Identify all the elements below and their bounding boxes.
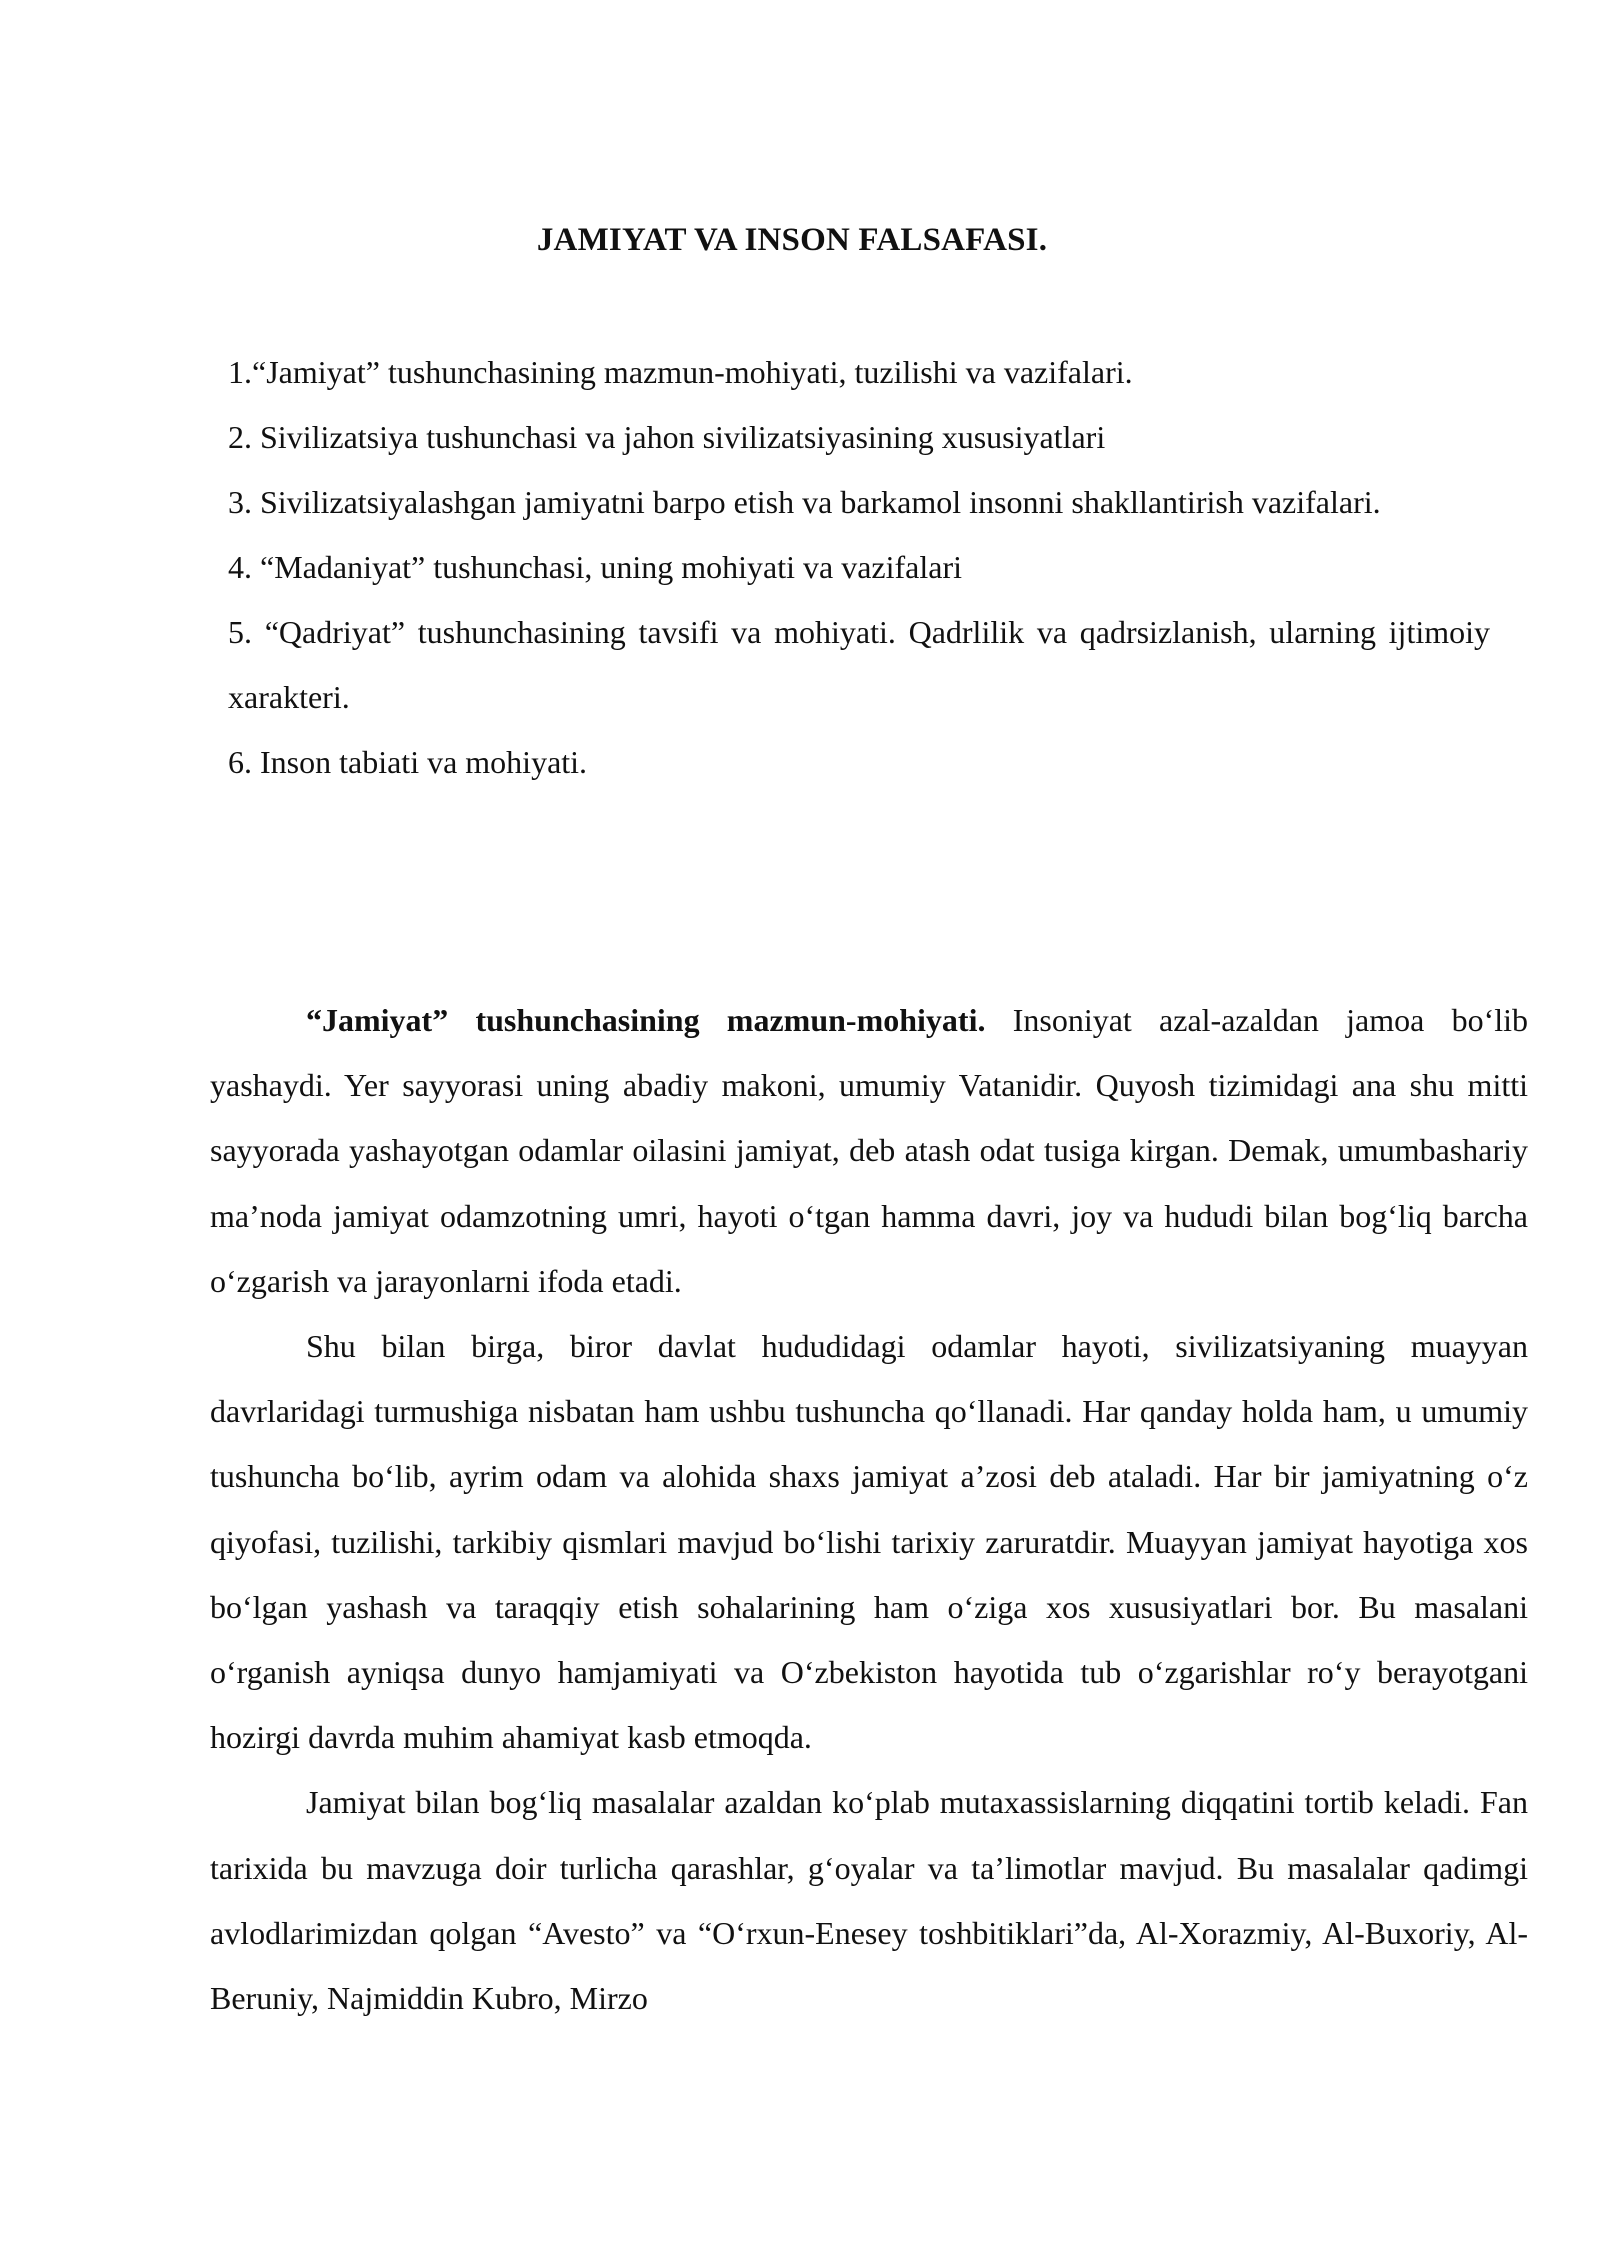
- section-heading-inline: “Jamiyat” tushunchasining mazmun-mohiyati.: [306, 1002, 986, 1038]
- outline-item-2: 2. Sivilizatsiya tushunchasi va jahon sivilizatsiyasining xususiyatlari: [228, 419, 1106, 455]
- paragraph-1-text: Insoniyat azal-azaldan jamoa boʻlib yashaydi. Yer sayyorasi uning abadiy makoni, umumiy Vatanidir. Quyosh tizimidagi ana shu mitti sayyorada yashayotgan odamlar oilasini jamiyat, deb atash odat tusiga kirgan. Demak, umumbashariy ma’noda jamiyat odamzotning umri, hayoti oʻtgan hamma davri, joy va hududi bilan bogʻliq barcha oʻzgarish va jarayonlarni ifoda etadi.: [210, 1002, 1529, 1299]
- body-paragraph-2: Shu bilan birga, biror davlat hududidagi odamlar hayoti, sivilizatsiyaning muayyan davrlaridagi turmushiga nisbatan ham ushbu tushuncha qoʻllanadi. Har qanday holda ham, u umumiy tushuncha boʻlib, ayrim odam va alohida shaxs jamiyat a’zosi deb ataladi. Har bir jamiyatning oʻz qiyofasi, tuzilishi, tarkibiy qismlari mavjud boʻlishi tarixiy zaruratdir. Muayyan jamiyat hayotiga xos boʻlgan yashash va taraqqiy etish sohalarining ham oʻziga xos xususiyatlari bor. Bu masalani oʻrganish ayniqsa dunyo hamjamiyati va Oʻzbekiston hayotida tub oʻzgarishlar roʻy berayotgani hozirgi davrda muhim ahamiyat kasb etmoqda.: [210, 1328, 1528, 1756]
- body-paragraph-3: Jamiyat bilan bogʻliq masalalar azaldan koʻplab mutaxassislarning diqqatini tortib keladi. Fan tarixida bu mavzuga doir turlicha qarashlar, gʻoyalar va ta’limotlar mavjud. Bu masalalar qadimgi avlodlarimizdan qolgan “Avesto” va “Oʻrxun-Enesey toshbitiklari”da, Al-Xorazmiy, Al-Buxoriy, Al-Beruniy, Najmiddin Kubro, Mirzo: [210, 1784, 1528, 2017]
- page-title: JAMIYAT VA INSON FALSAFASI.: [536, 222, 1048, 258]
- document-body: [210, 988, 1528, 2031]
- topic-outline-list: [228, 340, 1490, 795]
- body-paragraph-1: [210, 988, 1528, 1314]
- outline-item-4: 4. “Madaniyat” tushunchasi, uning mohiyati va vazifalari: [228, 549, 962, 585]
- outline-item-6: 6. Inson tabiati va mohiyati.: [228, 744, 588, 780]
- outline-item-1: 1.“Jamiyat” tushunchasining mazmun-mohiyati, tuzilishi va vazifalari.: [228, 354, 1133, 390]
- outline-item-5: 5. “Qadriyat” tushunchasining tavsifi va mohiyati. Qadrlilik va qadrsizlanish, ularning ijtimoiy xarakteri.: [228, 614, 1490, 715]
- outline-item-3: 3. Sivilizatsiyalashgan jamiyatni barpo etish va barkamol insonni shakllantirish vazifalari.: [228, 484, 1381, 520]
